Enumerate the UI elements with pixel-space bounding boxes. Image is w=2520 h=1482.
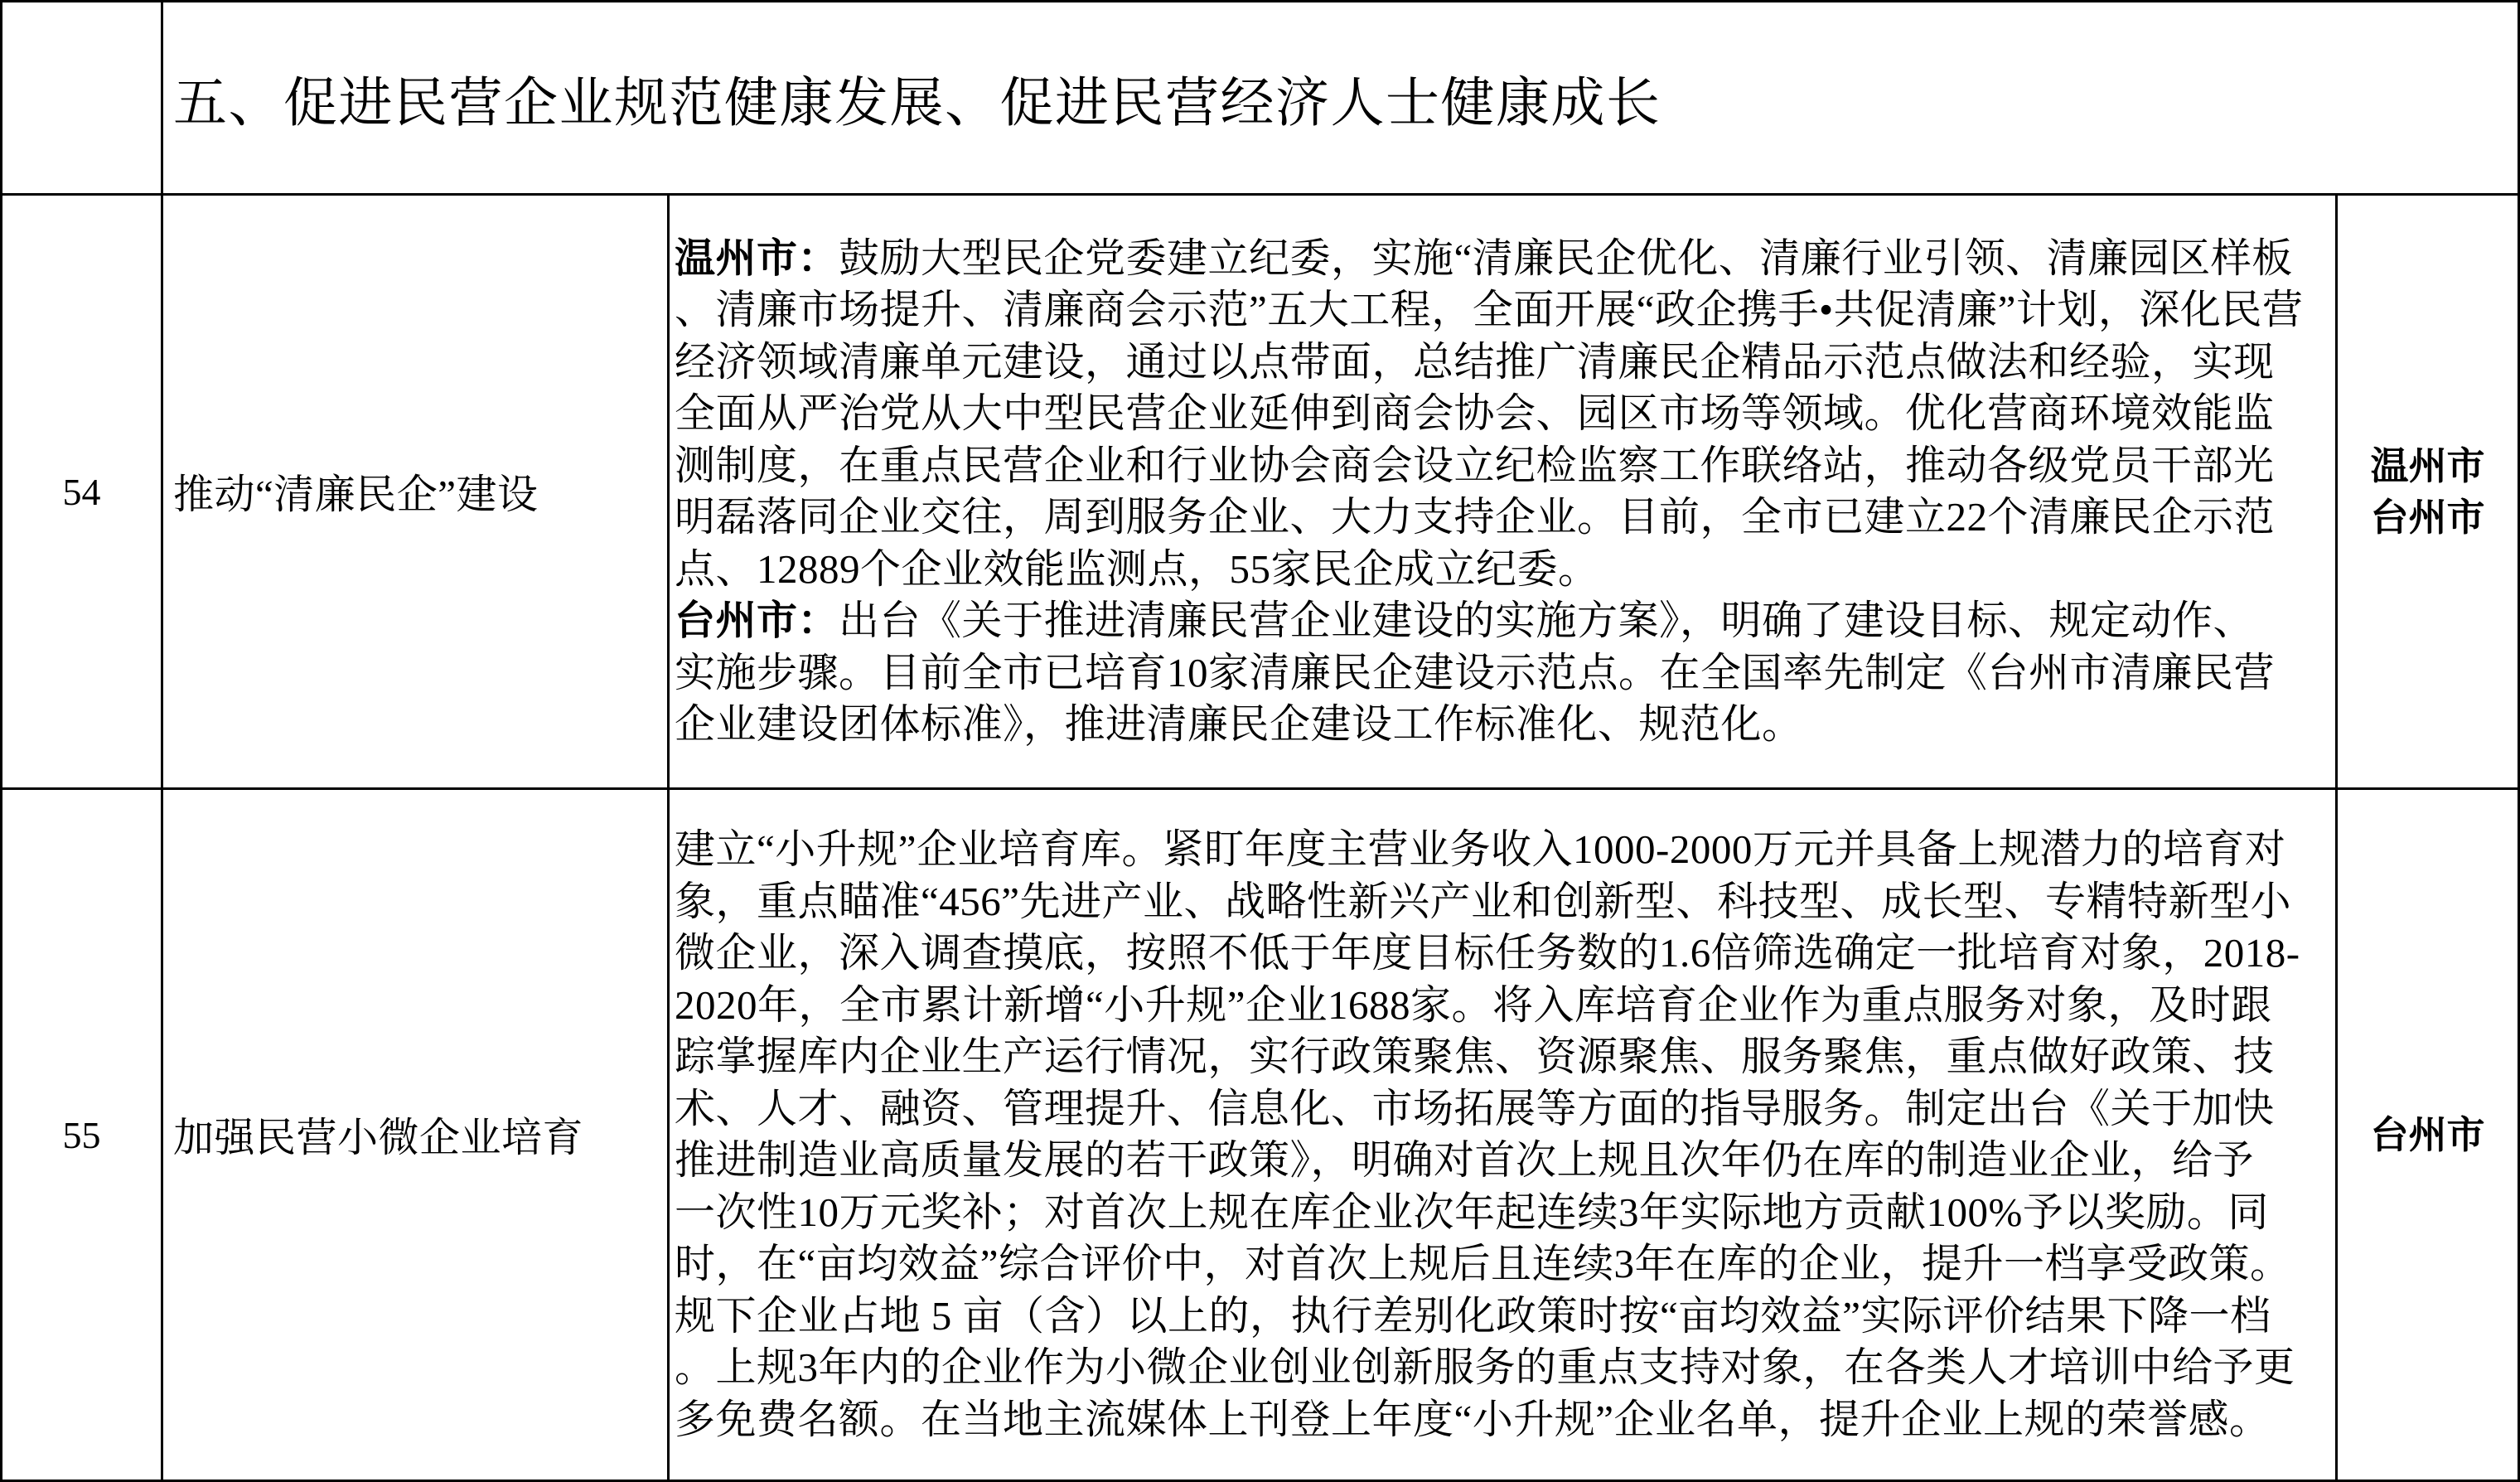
content-line — [675, 1031, 2335, 1083]
content-line-text: 出台《关于推进清廉民营企业建设的实施方案》，明确了建设目标、规定动作、 — [839, 598, 2255, 643]
content-line-text: 鼓励大型民企党委建立纪委，实施“清廉民企优化、清廉行业引领、清廉园区样板 — [839, 235, 2293, 281]
content-line — [675, 980, 2335, 1032]
content-line-text: 。上规3年内的企业作为小微企业创业创新服务的重点支持对象，在各类人才培训中给予更 — [675, 1344, 2295, 1390]
section-number-cell — [0, 0, 161, 193]
content-line-text: 推进制造业高质量发展的若干政策》，明确对首次上规且次年仍在库的制造业企业，给予 — [675, 1137, 2255, 1183]
content-line-text: 经济领域清廉单元建设，通过以点带面，总结推广清廉民企精品示范点做法和经验，实现 — [675, 338, 2275, 385]
section-title-cell — [161, 0, 2518, 193]
content-line — [675, 824, 2335, 876]
content-line — [675, 647, 2335, 700]
content-line — [675, 492, 2335, 544]
content-line — [675, 1342, 2335, 1394]
row-content-cell — [667, 787, 2335, 1480]
content-line-text: 、清廉市场提升、清廉商会示范”五大工程，全面开展“政企携手•共促清廉”计划，深化民营 — [675, 287, 2304, 332]
content-line — [675, 284, 2335, 337]
content-text — [675, 233, 2335, 751]
row-city-cell — [2335, 787, 2518, 1480]
content-line-text: 明磊落同企业交往，周到服务企业、大力支持企业。目前，全市已建立22个清廉民企示范 — [675, 494, 2276, 540]
row-number-cell — [0, 193, 161, 787]
content-line-text: 微企业，深入调查摸底，按照不低于年度目标任务数的1.6倍筛选确定一批培育对象，2018- — [675, 930, 2300, 976]
content-line — [675, 1238, 2335, 1291]
content-line-text: 2020年，全市累计新增“小升规”企业1688家。将入库培育企业作为重点服务对象，及时跟 — [675, 981, 2272, 1028]
content-line-text: 多免费名额。在当地主流媒体上刊登上年度“小升规”企业名单，提升企业上规的荣誉感。 — [675, 1396, 2271, 1442]
content-line — [675, 544, 2335, 596]
row-number-cell — [0, 787, 161, 1480]
content-line-text: 象，重点瞄准“456”先进产业、战略性新兴产业和创新型、科技型、成长型、专精特新型小 — [675, 878, 2291, 924]
content-line-text: 术、人才、融资、管理提升、信息化、市场拓展等方面的指导服务。制定出台《关于加快 — [675, 1085, 2275, 1131]
row-content-cell — [667, 193, 2335, 787]
content-line — [675, 388, 2335, 440]
region-label: 温州市： — [675, 235, 839, 281]
content-line — [675, 876, 2335, 928]
row-city-cell — [2335, 193, 2518, 787]
content-line — [675, 1291, 2335, 1343]
content-line — [675, 440, 2335, 492]
content-line-text: 全面从严治党从大中型民营企业延伸到商会协会、园区市场等领域。优化营商环境效能监 — [675, 390, 2275, 436]
content-text — [675, 824, 2335, 1446]
content-line-text: 企业建设团体标准》，推进清廉民企建设工作标准化、规范化。 — [675, 701, 1803, 747]
content-line-text: 踪掌握库内企业生产运行情况，实行政策聚焦、资源聚焦、服务聚焦，重点做好政策、技 — [675, 1034, 2275, 1079]
content-line — [675, 595, 2335, 647]
content-line-text: 测制度，在重点民营企业和行业协会商会设立纪检监察工作联络站，推动各级党员干部光 — [675, 442, 2275, 488]
row-number: 54 — [62, 470, 101, 513]
content-line-text: 时，在“亩均效益”综合评价中，对首次上规后且连续3年在库的企业，提升一档享受政策。 — [675, 1241, 2291, 1286]
content-line-text: 实施步骤。目前全市已培育10家清廉民企建设示范点。在全国率先制定《台州市清廉民营 — [675, 649, 2276, 695]
row-item-title: 推动“清廉民企”建设 — [173, 472, 539, 517]
content-line — [675, 927, 2335, 980]
responsible-city: 台州市 — [2370, 496, 2485, 539]
content-line — [675, 1083, 2335, 1136]
responsible-city: 台州市 — [2370, 1113, 2485, 1156]
content-line — [675, 1394, 2335, 1446]
row-item-title: 加强民营小微企业培育 — [173, 1115, 584, 1160]
content-line — [675, 337, 2335, 389]
content-line — [675, 233, 2335, 285]
content-line — [675, 1135, 2335, 1187]
section-title: 五、促进民营企业规范健康发展、促进民营经济人士健康成长 — [173, 74, 1661, 133]
region-label: 台州市： — [675, 598, 839, 643]
content-line-text: 一次性10万元奖补；对首次上规在库企业次年起连续3年实际地方贡献100%予以奖励。同 — [675, 1189, 2269, 1235]
row-item-cell — [161, 193, 667, 787]
content-line-text: 建立“小升规”企业培育库。紧盯年度主营业务收入1000-2000万元并具备上规潜力的培育对 — [675, 826, 2286, 872]
content-line — [675, 1187, 2335, 1239]
row-number: 55 — [62, 1113, 101, 1156]
content-line-text: 点、12889个企业效能监测点，55家民企成立纪委。 — [675, 545, 1599, 592]
content-line — [675, 699, 2335, 751]
responsible-city: 温州市 — [2370, 444, 2485, 487]
row-item-cell — [161, 787, 667, 1480]
content-line-text: 规下企业占地 5 亩（含）以上的，执行差别化政策时按“亩均效益”实际评价结果下降一档 — [675, 1292, 2271, 1339]
